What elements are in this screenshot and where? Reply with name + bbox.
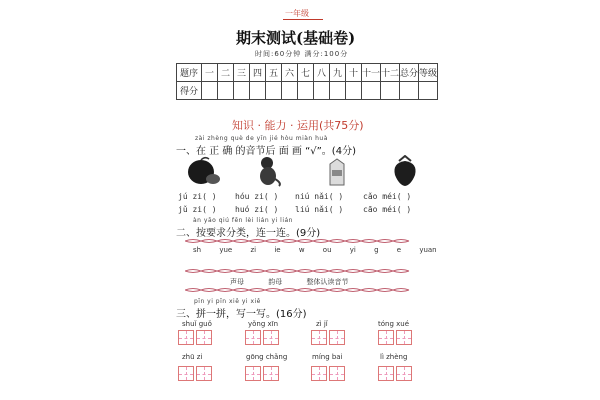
table-cell: 三 [234, 64, 250, 82]
q1-option[interactable]: niú nǎi( ) [295, 192, 344, 201]
score-input-cell[interactable] [346, 82, 362, 100]
score-input-cell[interactable] [381, 82, 400, 100]
writing-cell[interactable] [396, 366, 412, 381]
table-cell: 题序 [177, 64, 202, 82]
score-input-cell[interactable] [234, 82, 250, 100]
strawberry-picture [390, 155, 420, 187]
decorative-divider [185, 238, 417, 244]
q2-category-row [230, 277, 370, 287]
decorative-divider [185, 268, 417, 274]
q3-pinyin-label: míng bai [312, 353, 343, 361]
score-input-cell[interactable] [400, 82, 419, 100]
score-table [176, 63, 438, 100]
q1-instruction: 一、在 正 确 的音节后 面 画 “√”。(4分) [176, 146, 356, 157]
orange-picture [185, 155, 221, 187]
q3-pinyin-label: zì jǐ [316, 320, 328, 328]
score-input-cell[interactable] [419, 82, 438, 100]
writing-cell[interactable] [263, 366, 279, 381]
table-cell: 二 [218, 64, 234, 82]
q3-pinyin-label: zhū zi [182, 353, 203, 361]
page-title: 期末测试(基础卷) [236, 29, 356, 47]
q3-pinyin-label: gōng chǎng [246, 353, 288, 361]
writing-cell[interactable] [178, 330, 194, 345]
score-input-cell[interactable] [266, 82, 282, 100]
table-cell: 九 [330, 64, 346, 82]
category-item[interactable]: 声母 [230, 278, 244, 286]
writing-cell[interactable] [329, 366, 345, 381]
q3-pinyin-label: yǒng xīn [248, 320, 279, 328]
grade-underline [283, 19, 323, 20]
writing-cell[interactable] [263, 330, 279, 345]
category-item[interactable]: 韵母 [268, 278, 283, 286]
syllable-item[interactable]: yi [349, 246, 356, 254]
syllable-item[interactable]: zi [250, 246, 257, 254]
q2-instruction: 二、按要求分类，连一连。(9分) [176, 228, 321, 239]
writing-grid[interactable] [245, 366, 281, 381]
syllable-item[interactable]: ie [274, 246, 281, 254]
writing-grid[interactable] [178, 366, 214, 381]
writing-grid[interactable] [178, 330, 214, 345]
q3-pinyin-label: lì zhèng [380, 353, 408, 361]
table-cell: 四 [250, 64, 266, 82]
table-cell: 十 [346, 64, 362, 82]
q2-pinyin: àn yāo qiú fēn lèi lián yi lián [193, 217, 293, 224]
writing-grid[interactable] [378, 366, 414, 381]
writing-cell[interactable] [329, 330, 345, 345]
syllable-item[interactable]: e [396, 246, 402, 254]
score-input-cell[interactable] [330, 82, 346, 100]
score-table-header-row [177, 64, 438, 82]
monkey-picture [255, 155, 283, 187]
table-cell: 得分 [177, 82, 202, 100]
score-input-cell[interactable] [298, 82, 314, 100]
syllable-item[interactable]: yuan [419, 246, 437, 254]
q1-option[interactable]: cǎo méi( ) [363, 192, 412, 201]
table-cell: 八 [314, 64, 330, 82]
writing-cell[interactable] [196, 366, 212, 381]
score-input-cell[interactable] [202, 82, 218, 100]
q3-pinyin: pīn yi pīn xiě yi xiě [194, 298, 261, 305]
grade-label: 一年级 [285, 9, 309, 18]
writing-cell[interactable] [311, 330, 327, 345]
writing-cell[interactable] [396, 330, 412, 345]
table-cell: 十一 [362, 64, 381, 82]
q1-option[interactable]: cāo méi( ) [363, 205, 412, 214]
score-input-cell[interactable] [282, 82, 298, 100]
exam-info: 时间:60分钟 满分:100分 [255, 50, 349, 58]
q1-option[interactable]: jú zi( ) [178, 192, 217, 201]
table-cell: 一 [202, 64, 218, 82]
score-input-cell[interactable] [314, 82, 330, 100]
writing-cell[interactable] [196, 330, 212, 345]
score-input-cell[interactable] [218, 82, 234, 100]
milk-carton-picture [327, 158, 347, 186]
table-cell: 十二 [381, 64, 400, 82]
writing-cell[interactable] [311, 366, 327, 381]
score-table-score-row [177, 82, 438, 100]
table-cell: 六 [282, 64, 298, 82]
score-input-cell[interactable] [250, 82, 266, 100]
q1-option[interactable]: hóu zi( ) [235, 192, 279, 201]
q3-pinyin-label: shuǐ guǒ [182, 320, 212, 328]
table-cell: 等级 [419, 64, 438, 82]
syllable-item[interactable]: yue [219, 246, 233, 254]
decorative-divider [185, 287, 417, 293]
q3-pinyin-label: tóng xué [378, 320, 410, 328]
writing-cell[interactable] [178, 366, 194, 381]
table-cell: 五 [266, 64, 282, 82]
syllable-item[interactable]: g [374, 246, 379, 254]
q1-pinyin: zài zhèng què de yīn jié hòu miàn huà [195, 135, 328, 142]
section-title: 知识 · 能力 · 运用(共75分) [232, 119, 364, 132]
category-item[interactable]: 整体认读音节 [306, 278, 349, 286]
q1-option[interactable]: huó zi( ) [235, 205, 279, 214]
writing-grid[interactable] [245, 330, 281, 345]
q1-option[interactable]: liú nǎi( ) [295, 205, 344, 214]
syllable-item[interactable]: sh [193, 246, 202, 254]
q1-option[interactable]: jǔ zi( ) [178, 205, 217, 214]
writing-cell[interactable] [245, 366, 261, 381]
score-input-cell[interactable] [362, 82, 381, 100]
writing-grid[interactable] [311, 366, 347, 381]
syllable-item[interactable]: ou [322, 246, 332, 254]
writing-cell[interactable] [245, 330, 261, 345]
writing-grid[interactable] [311, 330, 347, 345]
writing-grid[interactable] [378, 330, 414, 345]
writing-cell[interactable] [378, 330, 394, 345]
writing-cell[interactable] [378, 366, 394, 381]
syllable-item[interactable]: w [298, 246, 305, 254]
table-cell: 总分 [400, 64, 419, 82]
q3-instruction: 三、拼一拼，写一写。(16分) [176, 309, 307, 320]
table-cell: 七 [298, 64, 314, 82]
q2-syllable-row [193, 246, 453, 254]
